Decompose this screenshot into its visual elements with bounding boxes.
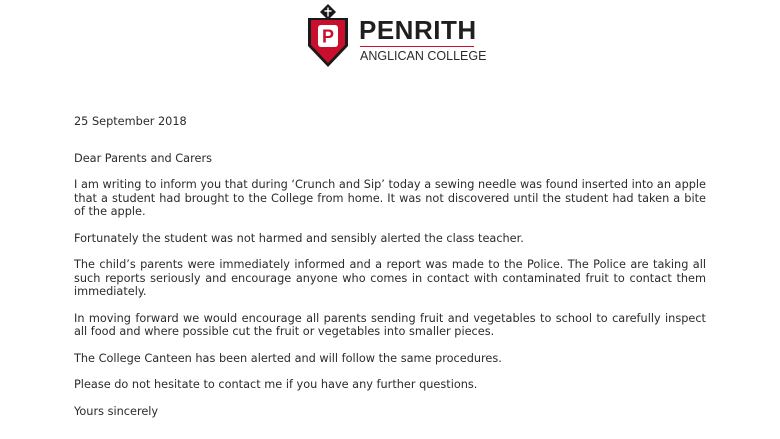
- college-name: PENRITH: [359, 15, 477, 45]
- letter-body: [74, 115, 706, 418]
- college-subtitle: ANGLICAN COLLEGE: [360, 49, 487, 63]
- letterhead-divider: [360, 46, 474, 47]
- letter-paragraph-6: Please do not hesitate to contact me if you have any further questions.: [74, 378, 478, 391]
- letter-closing: Yours sincerely: [74, 404, 159, 418]
- letter-paragraph-5: The College Canteen has been alerted and will follow the same procedures.: [74, 351, 502, 365]
- letter-paragraph-2: Fortunately the student was not harmed and sensibly alerted the class teacher.: [74, 231, 524, 245]
- letterhead: [305, 4, 485, 70]
- college-crest-logo: [305, 4, 351, 68]
- crest-letter: P: [321, 26, 335, 47]
- letter-date: 25 September 2018: [74, 115, 187, 128]
- letter-salutation: Dear Parents and Carers: [74, 151, 212, 165]
- letter-paragraph-1: I am writing to inform you that during ‘Crunch and Sip’ today a sewing needle was found inserted into an apple that a student had brought to the College from home. It was not discovered until the student had taken a bite of the apple.: [74, 178, 706, 218]
- letter-paragraph-3: The child’s parents were immediately informed and a report was made to the Police. The Police are taking all such reports seriously and encourage anyone who comes in contact with contaminated fruit to contact them immediately.: [74, 258, 706, 298]
- letter-paragraph-4: In moving forward we would encourage all parents sending fruit and vegetables to school to carefully inspect all food and where possible cut the fruit or vegetables into smaller pieces.: [74, 311, 706, 338]
